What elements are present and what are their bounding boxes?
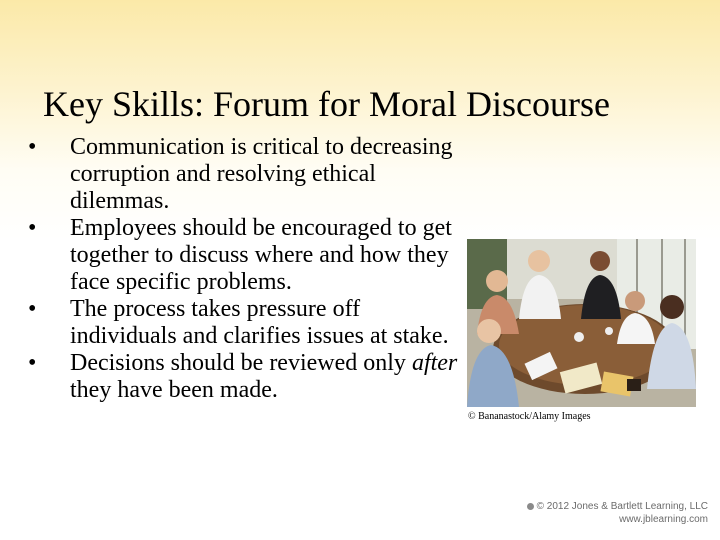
bullet-text-before: Decisions should be reviewed only: [70, 350, 412, 376]
copyright-line: [527, 500, 708, 513]
meeting-photo-illustration: [467, 239, 696, 407]
copyright-text: © 2012 Jones & Bartlett Learning, LLC: [536, 501, 708, 512]
bullet-marker: •: [28, 215, 37, 241]
slide-title: Key Skills: Forum for Moral Discourse: [43, 84, 610, 124]
bullet-item: [28, 296, 458, 350]
photo-credit: © Bananastock/Alamy Images: [468, 411, 591, 422]
bullet-emphasis: after: [411, 350, 458, 376]
bullet-text: Communication is critical to decreasing corruption and resolving ethical dilemmas.: [70, 134, 453, 214]
bullet-marker: •: [28, 134, 37, 160]
bullet-text: The process takes pressure off individuals and clarifies issues at stake.: [70, 296, 449, 349]
meeting-photo: [467, 239, 696, 407]
bullet-item: [28, 134, 458, 215]
bullet-item: [28, 350, 458, 404]
bullet-marker: •: [28, 350, 37, 376]
bullet-text: Employees should be encouraged to get together to discuss where and how they face specific problems.: [70, 215, 452, 295]
bullet-text-after: they have been made.: [70, 377, 278, 403]
bullet-item: [28, 215, 458, 296]
bullet-list: [28, 134, 458, 404]
copyright-footer: [527, 500, 708, 526]
bullet-marker: •: [28, 296, 37, 322]
publisher-logo-icon: [527, 503, 534, 510]
publisher-url[interactable]: www.jblearning.com: [619, 514, 708, 525]
